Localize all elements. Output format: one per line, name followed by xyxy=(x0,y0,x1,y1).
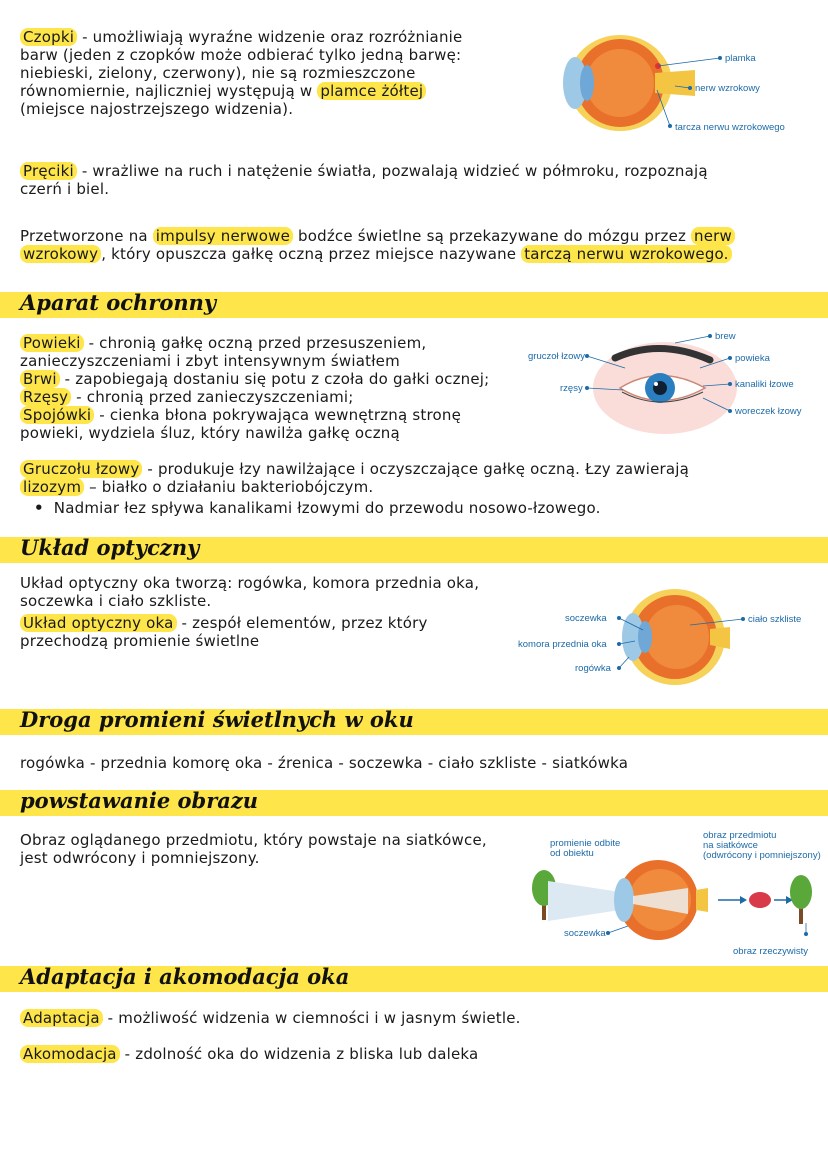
rzesy-term: Rzęsy xyxy=(20,388,71,406)
brwi-term: Brwi xyxy=(20,370,60,388)
powstawanie-line-1: Obraz oglądanego przedmiotu, który powstaje na siatkówce, xyxy=(20,831,487,849)
akomodacja-term: Akomodacja xyxy=(20,1045,120,1063)
fig2-label-woreczek: woreczek łzowy xyxy=(735,406,802,417)
fig2-label-powieka: powieka xyxy=(735,353,770,364)
uklad-text xyxy=(20,574,560,650)
preciki-term: Pręciki xyxy=(20,162,77,180)
fig4-label-img-1: obraz przedmiotu xyxy=(703,830,777,841)
section-title-aparat: Aparat ochronny xyxy=(20,290,217,315)
fig4-label-img-3: (odwrócony i pomniejszony) xyxy=(703,850,821,861)
fig2-label-rzesy: rzęsy xyxy=(560,383,583,394)
adaptacja-term: Adaptacja xyxy=(20,1009,103,1027)
fig1-label-plamka: plamka xyxy=(725,53,756,64)
rzesy-text: - chronią przed zanieczyszczeniami; xyxy=(71,388,354,406)
powstawanie-line-2: jest odwrócony i pomniejszony. xyxy=(20,849,260,867)
uklad-def-line-1: - zespół elementów, przez który xyxy=(176,614,428,632)
spojowki-line-1: - cienka błona pokrywająca wewnętrzną stronę xyxy=(94,406,461,424)
fig4-label-img-2: na siatkówce xyxy=(703,840,758,851)
adaptacja-text xyxy=(20,1009,820,1063)
aparat-bullet-list xyxy=(34,499,814,517)
impulsy-line-1a: Przetworzone na xyxy=(20,227,153,245)
powieki-line-1: - chronią gałkę oczną przed przesuszeniem, xyxy=(83,334,427,352)
czopki-line-1: - umożliwiają wyraźne widzenie oraz rozróżnianie xyxy=(77,28,463,46)
fig4-label-rays-2: od obiektu xyxy=(550,848,594,859)
uklad-line-2: soczewka i ciało szkliste. xyxy=(20,592,212,610)
fig1-label-tarcza: tarcza nerwu wzrokowego xyxy=(675,122,785,133)
akomodacja-def: - zdolność oka do widzenia z bliska lub daleka xyxy=(119,1045,479,1063)
fig2-label-brew: brew xyxy=(715,331,736,342)
fig4-label-soczewka: soczewka xyxy=(564,928,606,939)
preciki-line-1: - wrażliwe na ruch i natężenie światła, pozwalają widzieć w półmroku, rozpoznają xyxy=(76,162,708,180)
fig4-label-real: obraz rzeczywisty xyxy=(733,946,808,957)
impulsy-highlight: impulsy nerwowe xyxy=(153,227,293,245)
fig1-label-nerw: nerw wzrokowy xyxy=(695,83,760,94)
gruczol-text xyxy=(20,460,820,496)
tarcza-highlight: tarczą nerwu wzrokowego. xyxy=(521,245,731,263)
czopki-line-4: równomiernie, najliczniej występują w xyxy=(20,82,318,100)
nerw-highlight: nerw xyxy=(691,227,735,245)
fig2-label-gruczol: gruczoł łzowy xyxy=(528,351,586,362)
section-title-droga: Droga promieni świetlnych w oku xyxy=(20,707,414,732)
impulsy-paragraph xyxy=(20,227,820,263)
fig2-label-kanaliki: kanaliki łzowe xyxy=(735,379,794,390)
optical-system-figure xyxy=(515,585,815,690)
spojowki-term: Spojówki xyxy=(20,406,94,424)
powieki-line-2: zanieczyszczeniami i zbyt intensywnym światłem xyxy=(20,352,400,370)
external-eye-figure xyxy=(525,328,825,440)
uklad-def-line-2: przechodzą promienie świetlne xyxy=(20,632,260,650)
fig4-label-rays-1: promienie odbite xyxy=(550,838,621,849)
uklad-term: Układ optyczny oka xyxy=(20,614,177,632)
aparat-text xyxy=(20,334,580,442)
czopki-paragraph xyxy=(20,28,540,118)
image-formation-figure xyxy=(528,826,823,958)
fig3-label-cialo: ciało szkliste xyxy=(748,614,802,625)
section-title-powstawanie: powstawanie obrazu xyxy=(20,788,259,813)
eye-cross-section-figure xyxy=(545,28,815,143)
adaptacja-def: - możliwość widzenia w ciemności i w jasnym świetle. xyxy=(102,1009,521,1027)
czopki-line-5: (miejsce najostrzejszego widzenia). xyxy=(20,100,294,118)
plamka-highlight: plamce żółtej xyxy=(317,82,426,100)
fig3-label-rogowka: rogówka xyxy=(575,663,611,674)
gruczol-term: Gruczołu łzowy xyxy=(20,460,142,478)
droga-text: rogówka - przednia komorę oka - źrenica - soczewka - ciało szkliste - siatkówka xyxy=(20,754,629,772)
section-title-uklad: Układ optyczny xyxy=(20,535,200,560)
uklad-line-1: Układ optyczny oka tworzą: rogówka, komora przednia oka, xyxy=(20,574,480,592)
powstawanie-text xyxy=(20,831,560,867)
fig3-label-komora: komora przednia oka xyxy=(518,639,607,650)
lizozym-text: – białko o działaniu bakteriobójczym. xyxy=(84,478,374,496)
gruczol-line-1: - produkuje łzy nawilżające i oczyszczające gałkę oczną. Łzy zawierają xyxy=(142,460,690,478)
fig3-label-soczewka: soczewka xyxy=(565,613,607,624)
brwi-text: - zapobiegają dostaniu się potu z czoła do gałki ocznej; xyxy=(59,370,490,388)
spojowki-line-2: powieki, wydziela śluz, który nawilża gałkę oczną xyxy=(20,424,400,442)
impulsy-line-2a: , który opuszcza gałkę oczną przez miejsce nazywane xyxy=(101,245,522,263)
list-item: • Nadmiar łez spływa kanalikami łzowymi do przewodu nosowo-łzowego. xyxy=(34,499,814,517)
wzrokowy-highlight: wzrokowy xyxy=(20,245,101,263)
impulsy-line-1b: bodźce świetlne są przekazywane do mózgu przez xyxy=(293,227,692,245)
section-title-adaptacja: Adaptacja i akomodacja oka xyxy=(20,964,350,989)
preciki-line-2: czerń i biel. xyxy=(20,180,110,198)
czopki-line-3: niebieski, zielony, czerwony), nie są rozmieszczone xyxy=(20,64,416,82)
lizozym-term: lizozym xyxy=(20,478,84,496)
powieki-term: Powieki xyxy=(20,334,84,352)
czopki-term: Czopki xyxy=(20,28,77,46)
czopki-line-2: barw (jeden z czopków może odbierać tylko jedną barwę: xyxy=(20,46,462,64)
preciki-paragraph xyxy=(20,162,810,198)
